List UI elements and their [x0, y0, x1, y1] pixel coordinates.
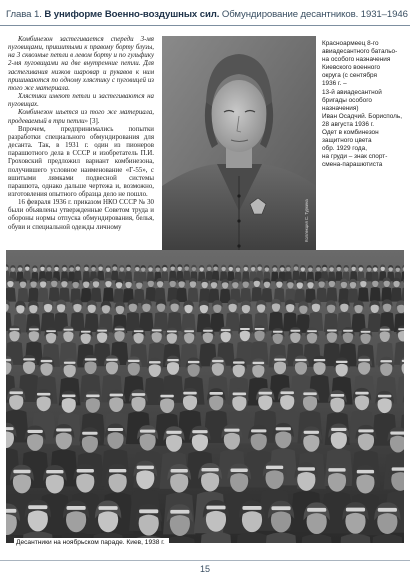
caption-line: 28 августа 1936 г.: [322, 120, 374, 128]
soldier-goggles: [380, 329, 390, 331]
soldier-body: [81, 288, 92, 302]
soldier-goggles: [346, 508, 365, 512]
soldier-goggles: [109, 469, 126, 472]
soldier-goggles: [361, 331, 371, 333]
soldier-body: [111, 271, 119, 281]
soldier-goggles: [233, 393, 247, 396]
soldier-goggles: [184, 330, 194, 332]
soldier-body: [90, 288, 101, 302]
caption-line: 13-й авиадесантной: [322, 88, 382, 96]
soldier-goggles: [240, 328, 250, 330]
soldier-goggles: [64, 362, 76, 364]
soldier-goggles: [110, 394, 124, 397]
soldier-body: [145, 287, 156, 301]
chapter-title: В униформе Военно-воздушных сил.: [44, 9, 220, 20]
soldier-goggles: [280, 391, 294, 394]
portrait-photo-drawing: [162, 36, 316, 258]
soldier-goggles: [357, 470, 374, 473]
caption-line: Иван Осадчий. Борисполь,: [322, 112, 403, 120]
soldier-body: [292, 271, 300, 281]
soldier-goggles: [167, 330, 177, 332]
portrait-caption: [322, 40, 406, 170]
soldier-body: [199, 288, 210, 302]
soldier-body: [269, 312, 284, 331]
soldier-goggles: [233, 361, 245, 363]
caption-line: бригады особого: [322, 96, 372, 104]
soldier-goggles: [378, 508, 397, 512]
soldier-goggles: [255, 328, 265, 330]
body-text-column: [8, 36, 154, 232]
chapter-subtitle: Обмундирование десантников. 1931–1946: [221, 9, 408, 20]
soldier-goggles: [203, 330, 213, 332]
caption-line: авиадесантного батальо-: [322, 48, 398, 56]
soldier-body: [59, 288, 70, 302]
soldier-goggles: [188, 361, 200, 363]
soldier-goggles: [336, 361, 348, 363]
soldier-goggles: [62, 394, 76, 397]
caption-line: 1936 г. –: [322, 80, 347, 88]
soldier-goggles: [41, 360, 53, 362]
soldier-goggles: [307, 508, 326, 512]
soldier-body: [28, 288, 39, 302]
soldier-body: [391, 287, 402, 301]
soldier-goggles: [140, 430, 155, 433]
running-head: [6, 9, 408, 20]
soldier-goggles: [251, 429, 266, 432]
soldier-body: [370, 287, 381, 301]
soldier-body: [17, 288, 28, 302]
parade-caption: Десантники на ноябрьском параде. Киев, 1938 г.: [14, 538, 169, 547]
soldier-goggles: [298, 467, 315, 470]
soldier-goggles: [81, 331, 91, 333]
soldier-body: [294, 289, 305, 303]
soldier-goggles: [56, 428, 71, 431]
soldier-goggles: [167, 359, 179, 361]
caption-line: Киевского военного: [322, 64, 381, 72]
soldier-goggles: [224, 429, 239, 432]
caption-line: на груди – знак спорт-: [322, 153, 388, 161]
soldier-goggles: [106, 359, 118, 361]
soldier-body: [358, 287, 369, 301]
soldier-goggles: [271, 506, 290, 510]
soldier-goggles: [139, 509, 158, 513]
soldier-goggles: [97, 330, 107, 332]
soldier-body: [176, 288, 187, 302]
soldier-goggles: [9, 391, 23, 394]
soldier-goggles: [6, 359, 11, 361]
soldier-goggles: [242, 506, 261, 510]
chapter-label: Глава 1.: [6, 9, 42, 20]
soldier-goggles: [212, 360, 224, 362]
soldier-goggles: [253, 362, 265, 364]
soldier-goggles: [85, 358, 97, 360]
soldier-goggles: [276, 427, 291, 430]
caption-line: на особого назначения: [322, 56, 391, 64]
soldier-goggles: [390, 432, 404, 435]
soldier-goggles: [183, 392, 197, 395]
soldier-goggles: [10, 328, 20, 330]
soldier-goggles: [378, 395, 392, 398]
soldier-goggles: [29, 328, 39, 330]
quote-paragraph-3: [8, 109, 154, 125]
soldier-body: [187, 288, 198, 302]
caption-line: защитного цвета: [322, 137, 372, 145]
soldier-body: [240, 288, 251, 302]
soldier-goggles: [37, 393, 51, 396]
soldier-goggles: [171, 469, 188, 472]
footer-divider: [0, 560, 410, 561]
soldier-goggles: [108, 428, 123, 431]
body-paragraph-2: 16 февраля 1936 г. приказом НКО СССР № 30 были объявлены утвержденные Советом труда и обороны нормы отпуска обмундирования, белья, обуви и специальной одежды личному: [8, 199, 154, 231]
soldier-goggles: [98, 506, 117, 510]
soldier-body: [6, 287, 16, 301]
soldier-goggles: [192, 430, 207, 433]
soldier-goggles: [201, 468, 218, 471]
soldier-goggles: [402, 360, 404, 362]
soldier-goggles: [27, 430, 42, 433]
caption-line: округа (с сентября: [322, 72, 377, 80]
soldier-goggles: [314, 359, 326, 361]
quote-paragraph-1: Комбинезон застегивается спереди 3-мя пуговицами, пришитыми к правому борту блузы, на 3 сквозные петли в левом борту и по гульфику 2-мя пуговицами на две внутренние петли. Для застегивания низков шаровар и рукавов к ним пришиваются по одному хлястику с пуговицей из того же материала.: [8, 36, 154, 92]
body-paragraph-1: Впрочем, предпринимались попытки разработки специального обмундирования для десанта. Так, в 1931 г. один из пионеров парашютного дела в СССР и изобретатель П.И. Гроховский предложил вариант комбинезона, получившего условное наименование «Г-55», с вшитыми лямками подвесной системы парашюта, однако дальше чертежа и, возможно, изготовления опытного образца дело не пошло.: [8, 125, 154, 198]
soldier-goggles: [28, 505, 47, 509]
soldier-goggles: [331, 428, 346, 431]
quote-paragraph-3-text: Комбинезон шьется из того же материала, продеваемый в три петли»: [8, 109, 154, 125]
soldier-body: [114, 289, 125, 303]
soldier-goggles: [327, 330, 337, 332]
soldier-body: [326, 287, 337, 301]
citation-ref: [3].: [89, 117, 100, 125]
soldier-body: [261, 288, 272, 302]
page-number: 15: [199, 564, 210, 574]
soldier-goggles: [64, 329, 74, 331]
parade-photo: [6, 250, 404, 543]
soldier-goggles: [160, 395, 174, 398]
soldier-goggles: [149, 361, 161, 363]
soldier-body: [49, 287, 60, 301]
soldier-goggles: [273, 331, 283, 333]
soldier-goggles: [137, 466, 154, 469]
soldier-goggles: [231, 468, 248, 471]
soldier-goggles: [259, 392, 273, 395]
soldier-goggles: [206, 506, 225, 510]
quote-paragraph-2: Хлястики имеют петли и застегиваются на пуговицах.: [8, 93, 154, 109]
soldier-goggles: [328, 468, 345, 471]
caption-line: смена-парашютиста: [322, 161, 383, 169]
soldier-goggles: [6, 509, 16, 513]
soldier-goggles: [380, 360, 392, 362]
page-header: [0, 0, 410, 28]
soldier-goggles: [266, 466, 283, 469]
soldier-body: [103, 287, 114, 301]
soldier-goggles: [6, 427, 14, 430]
soldier-goggles: [303, 392, 317, 395]
soldier-goggles: [221, 329, 231, 331]
soldier-goggles: [132, 393, 146, 396]
soldier-goggles: [23, 358, 35, 360]
soldier-goggles: [46, 470, 63, 473]
soldier-goggles: [115, 328, 125, 330]
soldier-body: [347, 288, 358, 302]
portrait-photo: [162, 36, 316, 258]
soldier-goggles: [170, 510, 189, 514]
soldier-goggles: [343, 330, 353, 332]
soldier-goggles: [82, 432, 97, 435]
soldier-goggles: [46, 330, 56, 332]
soldier-goggles: [209, 392, 223, 395]
caption-line: обр. 1929 года,: [322, 145, 367, 153]
soldier-goggles: [290, 330, 300, 332]
soldier-goggles: [295, 359, 307, 361]
caption-line: Одет в комбинезон: [322, 129, 379, 137]
soldier-goggles: [274, 358, 286, 360]
soldier-goggles: [331, 394, 345, 397]
photo-credit: Коллекция С. Туркина: [304, 199, 309, 242]
soldier-goggles: [86, 394, 100, 397]
caption-line: назначения): [322, 104, 359, 112]
parade-photo-drawing: [6, 250, 404, 543]
soldier-goggles: [66, 506, 85, 510]
soldier-goggles: [128, 360, 140, 362]
soldier-goggles: [307, 330, 317, 332]
header-divider: [0, 25, 410, 26]
soldier-goggles: [392, 467, 404, 470]
soldier-goggles: [398, 328, 404, 330]
soldier-goggles: [77, 469, 94, 472]
soldier-body: [251, 287, 262, 301]
caption-line: Красноармеец 8-го: [322, 40, 379, 47]
soldier-goggles: [304, 431, 319, 434]
soldier-goggles: [134, 330, 144, 332]
soldier-goggles: [152, 329, 162, 331]
soldier-goggles: [358, 429, 373, 432]
soldier-goggles: [166, 431, 181, 434]
soldier-goggles: [13, 470, 30, 473]
soldier-goggles: [358, 359, 370, 361]
soldier-goggles: [355, 392, 369, 395]
